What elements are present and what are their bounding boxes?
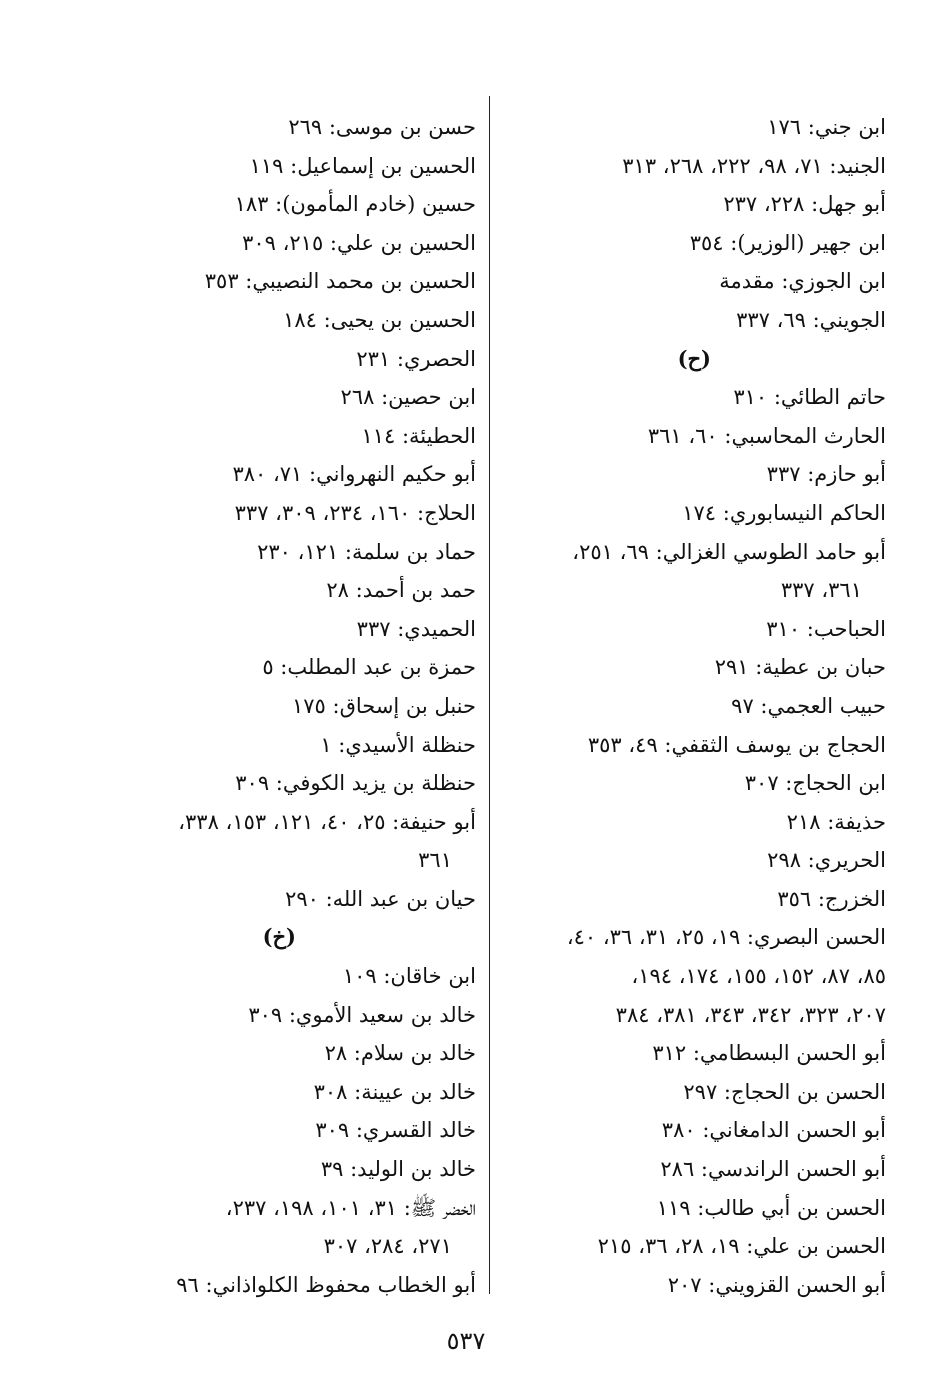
left-index-column (72, 108, 476, 1304)
index-entry: ابن جهير (الوزير): ٣٥٤ (689, 230, 886, 255)
index-entry: الحسين بن محمد النصيبي: ٣٥٣ (204, 269, 476, 294)
right-index-column (498, 108, 886, 1304)
index-entry: الحسن بن علي: ١٩، ٢٨، ٣٦، ٢١٥ (597, 1234, 886, 1259)
index-entry: الحطيئة: ١١٤ (361, 423, 476, 448)
index-entry: الحاكم النيسابوري: ١٧٤ (682, 500, 886, 525)
index-entry: أبو حامد الطوسي الغزالي: ٦٩، ٢٥١، (572, 539, 886, 564)
index-entry: الحميدي: ٣٣٧ (356, 616, 476, 641)
index-entry: ٨٥، ٨٧، ١٥٢، ١٥٥، ١٧٤، ١٩٤، (631, 964, 886, 989)
index-entry: حنبل بن إسحاق: ١٧٥ (291, 693, 476, 718)
index-entry: حماد بن سلمة: ١٢١، ٢٣٠ (257, 539, 476, 564)
index-entry: الحصري: ٢٣١ (356, 346, 476, 371)
index-entry: أبو الخطاب محفوظ الكلواذاني: ٩٦ (176, 1272, 476, 1297)
index-entry: ابن الحجاج: ٣٠٧ (744, 771, 886, 796)
index-entry: خالد بن عيينة: ٣٠٨ (313, 1079, 476, 1104)
index-entry: حمزة بن عبد المطلب: ٥ (262, 655, 476, 680)
index-entry: خالد بن سلام: ٢٨ (324, 1041, 476, 1066)
index-entry: أبو الحسن الراندسي: ٢٨٦ (660, 1157, 886, 1182)
index-entry: الجويني: ٦٩، ٣٣٧ (736, 307, 886, 332)
index-entry: حيان بن عبد الله: ٢٩٠ (285, 886, 476, 911)
index-entry: حسين (خادم المأمون): ١٨٣ (234, 192, 476, 217)
index-entry: أبو الحسن الدامغاني: ٣٨٠ (661, 1118, 886, 1143)
index-entry-continuation: ٢٧١، ٢٨٤، ٣٠٧ (323, 1234, 452, 1259)
index-entry: الخضر ﷺ: ٣١، ١٠١، ١٩٨، ٢٣٧، (225, 1195, 476, 1220)
index-entry: خالد بن سعيد الأموي: ٣٠٩ (248, 1002, 476, 1027)
index-entry: الحسن بن الحجاج: ٢٩٧ (683, 1079, 886, 1104)
index-entry: الحجاج بن يوسف الثقفي: ٤٩، ٣٥٣ (587, 732, 886, 757)
index-entry: حبيب العجمي: ٩٧ (731, 693, 886, 718)
index-entry: الحريري: ٢٩٨ (767, 848, 886, 873)
index-entry: حسن بن موسى: ٢٦٩ (288, 115, 476, 139)
index-entry: الحارث المحاسبي: ٦٠، ٣٦١ (647, 423, 886, 448)
index-entry: الخزرج: ٣٥٦ (777, 886, 886, 911)
index-entry: حذيفة: ٢١٨ (786, 809, 886, 834)
index-entry: أبو حكيم النهرواني: ٧١، ٣٨٠ (232, 462, 476, 487)
index-entry: الحباحب: ٣١٠ (766, 616, 886, 641)
index-entry: ابن حصين: ٢٦٨ (340, 385, 476, 410)
index-entry-continuation: ٣٦١ (418, 848, 452, 873)
index-entry: خالد بن الوليد: ٣٩ (320, 1157, 476, 1182)
index-entry: ابن خاقان: ١٠٩ (342, 964, 476, 989)
index-entry: حنظلة بن يزيد الكوفي: ٣٠٩ (235, 771, 476, 796)
index-entry-continuation: ٣٦١، ٣٣٧ (780, 578, 862, 603)
index-entry: الجنيد: ٧١، ٩٨، ٢٢٢، ٢٦٨، ٣١٣ (622, 153, 886, 178)
index-entry: خالد القسري: ٣٠٩ (315, 1118, 476, 1143)
index-entry: الحسين بن إسماعيل: ١١٩ (249, 153, 476, 178)
index-entry: أبو الحسن القزويني: ٢٠٧ (667, 1272, 886, 1297)
column-divider (489, 96, 490, 1294)
index-entry: أبو حنيفة: ٢٥، ٤٠، ١٢١، ١٥٣، ٣٣٨، (178, 809, 476, 834)
page-number: ٥٣٧ (446, 1327, 486, 1355)
index-entry: ابن الجوزي: مقدمة (719, 269, 886, 294)
index-entry: الحسين بن يحيى: ١٨٤ (283, 307, 476, 332)
index-entry: حبان بن عطية: ٢٩١ (714, 655, 886, 680)
index-entry: ٢٠٧، ٣٢٣، ٣٤٢، ٣٤٣، ٣٨١، ٣٨٤ (615, 1002, 886, 1027)
letter-heading: (خ) (262, 924, 296, 950)
index-entry: الحسن بن أبي طالب: ١١٩ (656, 1195, 886, 1220)
index-entry: الحلاج: ١٦٠، ٢٣٤، ٣٠٩، ٣٣٧ (234, 500, 476, 525)
index-entry: الحسن البصري: ١٩، ٢٥، ٣١، ٣٦، ٤٠، (566, 925, 886, 950)
index-entry: الحسين بن علي: ٢١٥، ٣٠٩ (242, 230, 476, 255)
index-entry: حاتم الطائي: ٣١٠ (733, 385, 886, 410)
index-entry: أبو جهل: ٢٢٨، ٢٣٧ (723, 192, 886, 217)
index-entry: أبو الحسن البسطامي: ٣١٢ (652, 1041, 886, 1066)
letter-heading: (ح) (677, 345, 711, 371)
index-entry: حمد بن أحمد: ٢٨ (326, 578, 476, 603)
index-entry: ابن جني: ١٧٦ (767, 115, 886, 139)
index-entry: أبو حازم: ٣٣٧ (766, 462, 886, 487)
index-entry: حنظلة الأسيدي: ١ (320, 732, 476, 757)
